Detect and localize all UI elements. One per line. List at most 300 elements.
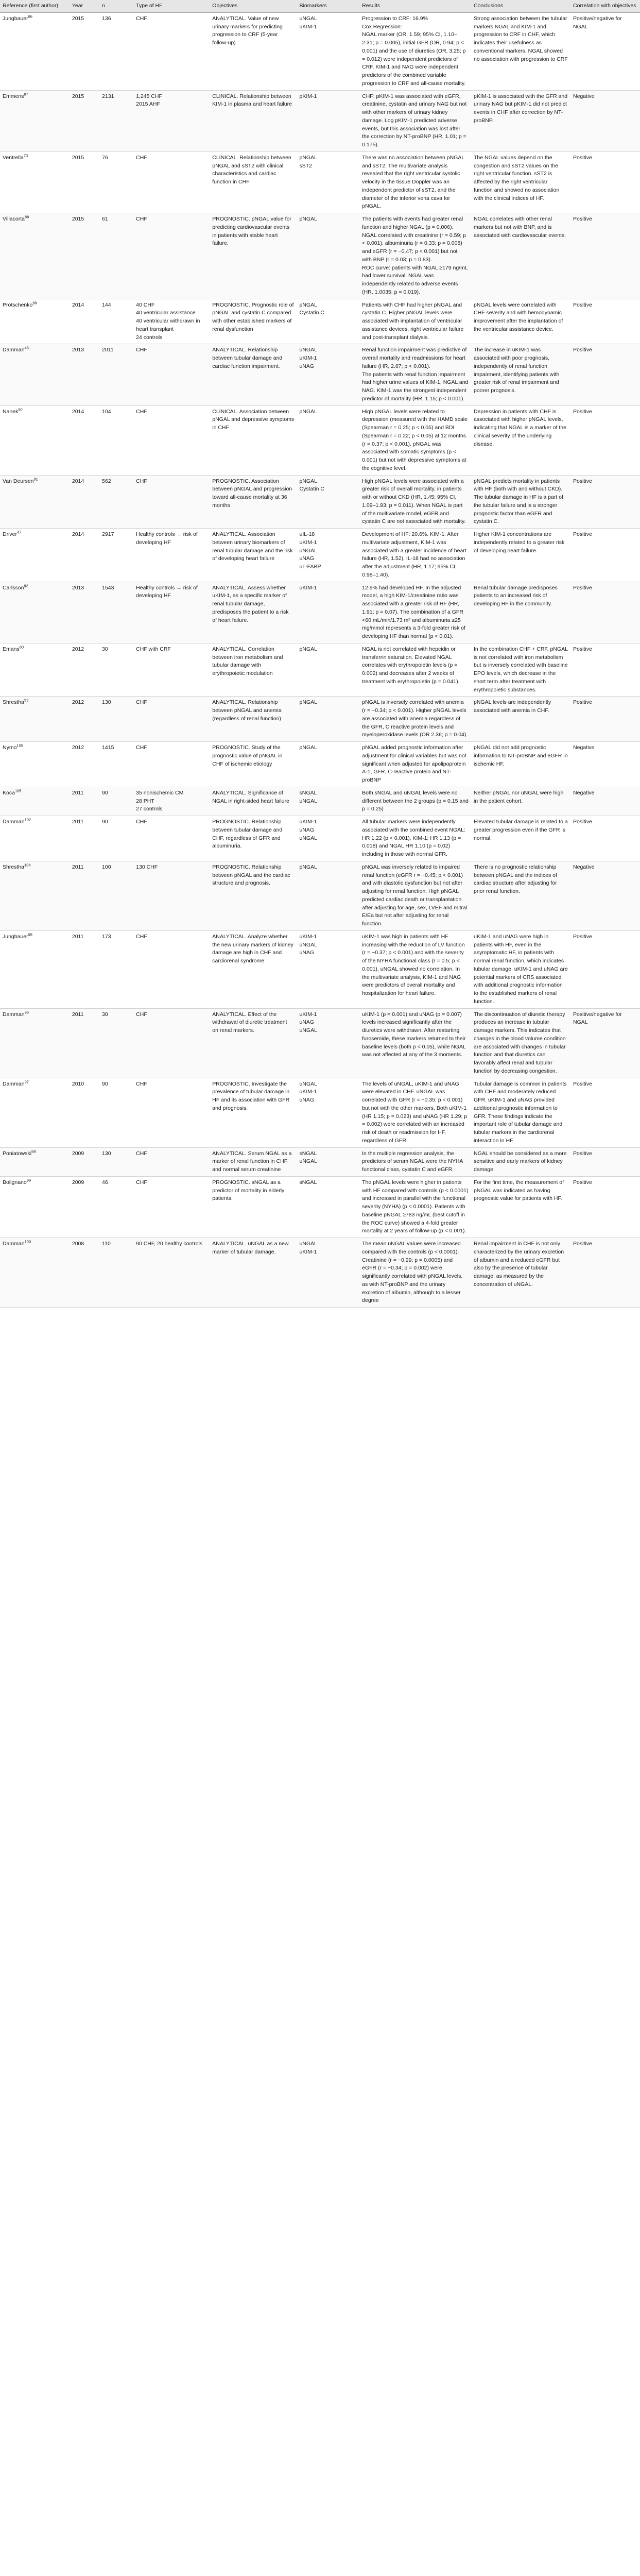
cell-text: Positive [573,1150,592,1157]
cell-year [70,213,99,299]
cell-hf-type [133,213,210,299]
cell-text: Healthy controls → risk of developing HF [136,584,198,599]
cell-text: Positive [573,1080,592,1087]
cell-reference [0,697,70,742]
cell-biomarkers [297,861,360,930]
reference-author: Bolignano [3,1179,27,1185]
table-row [0,12,640,90]
cell-text: uNGAL uKIM-1 [299,15,317,30]
cell-year [70,12,99,90]
cell-results [359,930,471,1008]
cell-reference [0,344,70,405]
cell-text: Positive [573,1179,592,1185]
cell-correlation [570,475,640,529]
cell-n [99,816,133,861]
cell-biomarkers [297,787,360,816]
reference-author: Damman [3,347,25,353]
cell-results [359,742,471,787]
cell-results [359,405,471,475]
cell-text: Both sNGAL and uNGAL levels were no different between the 2 groups (p = 0.15 and p = 0.25) [362,789,469,812]
cell-hf-type [133,1078,210,1147]
cell-text: 2011 [72,863,84,870]
cell-conclusions [471,12,570,90]
reference-author: Ventrella [3,154,24,161]
cell-biomarkers [297,213,360,299]
cell-text: PROGNOSTIC. Study of the prognostic value of pNGAL in CHF of ischemic etiology [212,744,283,767]
cell-text: Depression in patients with CHF is associated with higher pNGAL levels, indicating that NGAL is a marker of the clinical severity of the underlying disease. [474,408,566,447]
cell-n [99,643,133,697]
cell-text: Strong association between the tubular markers NGAL and KIM-1 and progression to CRF in CHF, which indicates their usefulness as conventional markers. NGAL showed no association with progression to CRF [474,15,568,62]
cell-hf-type [133,12,210,90]
header-n: n [99,0,133,12]
cell-text: CHF [136,699,147,706]
cell-n [99,529,133,582]
cell-text: uKIM-1 was high in patients with HF increasing with the reduction of LV function (r = −0.37; p < 0.001) and with the severity of the NYHA functional class (r = 0.5; p < 0.001). uNGAL showed no correlation. In the multivariate analysis, KIM-1 and NAG were predictors of overall mortality and hospitalization for heart failure. [362,933,465,996]
cell-text: uKIM-1 [299,584,317,591]
cell-text: 2014 [72,478,84,484]
cell-text: 2013 [72,347,84,353]
cell-conclusions [471,1147,570,1176]
reference-number: 100 [24,1239,31,1244]
cell-n [99,213,133,299]
cell-text: High pNGAL levels were related to depression (measured with the HAMD scale (Spearman r = 0.25; p < 0.05) and BDI (Spearman r = 0.22; p < 0.05) at 12 months (r = 0.37; p < 0.001). pNGAL was associated with somatic symptoms (p < 0.001) but not with depressive symptoms at the cognitive level. [362,408,468,471]
cell-objectives [210,582,297,643]
cell-correlation [570,787,640,816]
cell-text: 61 [102,216,108,222]
cell-biomarkers [297,151,360,213]
cell-results [359,1147,471,1176]
cell-hf-type [133,861,210,930]
cell-conclusions [471,861,570,930]
cell-year [70,344,99,405]
reference-number: 80 [19,645,24,650]
cell-text: The discontinuation of diuretic therapy produces an increase in tubular damage markers. This indicates that changes in the blood volume condition are associated with changes in tubular function and that diuretics can favorably affect renal and tubular function by decreasing congestion. [474,1011,566,1074]
cell-correlation [570,1078,640,1147]
cell-hf-type [133,1147,210,1176]
cell-text: 12.9% had developed HF. In the adjusted model, a high KIM-1/creatinine ratio was associated with a greater risk of HF (HR, 1.91; p = 0.07). The combination of a GFR <60 mL/min/1.73 m² and albuminuria ≥25 mg/mmol represents a 3-fold greater risk of developing HF than normal (p < 0.01). [362,584,465,639]
cell-correlation [570,90,640,151]
cell-n [99,1008,133,1078]
cell-conclusions [471,930,570,1008]
table-row [0,1238,640,1308]
table-row [0,344,640,405]
cell-text: In the combination CHF + CRF, pNGAL is not correlated with iron metabolism but is inversely correlated with baseline EPO levels, which decrease in the short term after treatment with erythropoietic substances. [474,646,568,693]
header-hf-type: Type of HF [133,0,210,12]
table-row [0,816,640,861]
cell-biomarkers [297,816,360,861]
cell-reference [0,529,70,582]
cell-text: The increase in uKIM-1 was associated with poor prognosis, independently of renal function impairment, identifying patients with greater risk of renal impairment and poorer prognosis. [474,347,560,394]
cell-text: CHF: pKIM-1 was associated with eGFR, creatinine, cystatin and urinary NAG but not with other markers of urinary kidney damage. Log pKIM-1 predicted adverse events, but this association was lost after the correction by NT-proBNP (HR, 1.01; p = 0.175). [362,93,467,148]
cell-hf-type [133,299,210,344]
cell-correlation [570,643,640,697]
reference-number: 97 [24,1079,29,1084]
cell-correlation [570,344,640,405]
cell-objectives [210,405,297,475]
cell-text: Negative [573,744,595,751]
cell-hf-type [133,930,210,1008]
cell-text: Positive [573,584,592,591]
cell-hf-type [133,582,210,643]
cell-n [99,475,133,529]
cell-n [99,861,133,930]
cell-text: 2011 [72,819,84,825]
cell-correlation [570,1147,640,1176]
cell-text: 90 [102,789,108,796]
cell-correlation [570,12,640,90]
cell-text: Negative [573,863,595,870]
reference-author: Villacorta [3,216,25,222]
cell-text: The NGAL values depend on the congestion and sST2 values on the right ventricular function. sST2 is affected by the right ventricular function and showed no association with the clinical indices of HF. [474,154,560,201]
cell-text: PROGNOSTIC. Prognostic role of pNGAL and cystatin C compared with other established markers of renal dysfunction [212,301,294,332]
cell-correlation [570,151,640,213]
cell-text: pKIM-1 [299,93,317,99]
cell-objectives [210,213,297,299]
cell-text: Renal impairment in CHF is not only characterized by the urinary excretion of albumin and a reduced eGFR but also by the presence of tubular damage, as measured by the concentration of uNGAL. [474,1241,564,1287]
header-reference: Reference (first author) [0,0,70,12]
cell-year [70,816,99,861]
cell-text: pNGAL [299,216,317,222]
cell-text: 2015 [72,216,84,222]
cell-text: ANALYTICAL. Assess whether uKIM-1, as a specific marker of renal tubular damage, predisposes the patient to a risk of heart failure. [212,584,289,623]
table-row [0,1008,640,1078]
cell-n [99,697,133,742]
cell-text: Positive [573,154,592,161]
cell-text: CHF [136,1150,147,1157]
table-row [0,787,640,816]
cell-text: 144 [102,301,111,308]
table-row [0,475,640,529]
cell-text: 40 CHF 40 ventricular assistance 40 ventricular withdrawn in heart transplant 24 controls [136,301,200,341]
cell-biomarkers [297,930,360,1008]
cell-n [99,1078,133,1147]
reference-author: Driver [3,531,17,537]
cell-objectives [210,529,297,582]
cell-text: 1415 [102,744,114,751]
cell-biomarkers [297,1176,360,1238]
cell-text: pNGAL [299,744,317,751]
cell-hf-type [133,1008,210,1078]
cell-hf-type [133,90,210,151]
cell-text: 2014 [72,531,84,537]
cell-objectives [210,930,297,1008]
cell-reference [0,1147,70,1176]
table-row [0,643,640,697]
cell-year [70,475,99,529]
reference-number: 73 [23,153,28,158]
reference-number: 95 [28,932,32,937]
cell-text: sNGAL uNGAL [299,789,317,804]
cell-objectives [210,1147,297,1176]
cell-year [70,582,99,643]
cell-text: pNGAL levels were correlated with CHF severity and with hemodynamic improvement after the implantation of the ventricular assistance device. [474,301,563,332]
cell-text: Positive [573,347,592,353]
cell-results [359,1008,471,1078]
cell-text: 2012 [72,744,84,751]
cell-text: CHF [136,744,147,751]
cell-year [70,1238,99,1308]
cell-year [70,1008,99,1078]
cell-text: Elevated tubular damage is related to a greater progression even if the GFR is normal. [474,819,568,841]
cell-objectives [210,1078,297,1147]
cell-text: uKIM-1 uNGAL uNAG [299,933,317,956]
cell-text: 130 [102,1150,111,1157]
cell-conclusions [471,299,570,344]
cell-text: CHF [136,154,147,161]
cell-reference [0,90,70,151]
reference-author: Emmens [3,93,24,99]
cell-reference [0,930,70,1008]
cell-text: There was no association between pNGAL and sST2. The multivariate analysis revealed that the right ventricular systolic velocity in the tissue Doppler was an independent predictor of sST2, and the diameter of the inferior vena cava for pNGAL. [362,154,464,210]
cell-text: 173 [102,933,111,940]
cell-results [359,90,471,151]
cell-conclusions [471,151,570,213]
table-body [0,12,640,1307]
cell-text: CHF [136,15,147,22]
cell-text: 2010 [72,1080,84,1087]
cell-conclusions [471,213,570,299]
cell-text: CHF [136,478,147,484]
cell-text: CLINICAL. Association between pNGAL and depressive symptoms in CHF [212,408,295,431]
cell-year [70,643,99,697]
cell-biomarkers [297,1008,360,1078]
cell-correlation [570,1176,640,1238]
cell-text: 2009 [72,1179,84,1185]
cell-text: 2015 [72,93,84,99]
cell-hf-type [133,787,210,816]
cell-text: 2014 [72,408,84,415]
cell-text: The pNGAL levels were higher in patients with HF compared with controls (p < 0.0001) and increased in parallel with the functional severity (NYHA) (p < 0.0001). Patients with baseline pNGAL ≥783 ng/mL (best cutoff in the ROC curve) showed a 4-fold greater mortality at 2 years of follow-up (p < 0.001). [362,1179,469,1234]
cell-text: 2131 [102,93,114,99]
cell-conclusions [471,405,570,475]
reference-author: Poniatowski [3,1150,32,1157]
cell-results [359,344,471,405]
cell-year [70,1147,99,1176]
cell-text: sNGAL uNGAL [299,1150,317,1165]
cell-text: ANALYTICAL. Value of new urinary markers for predicting progression to CRF (5-year follow-up) [212,15,283,46]
cell-text: 46 [102,1179,108,1185]
header-conclusions: Conclusions [471,0,570,12]
cell-correlation [570,405,640,475]
cell-objectives [210,816,297,861]
cell-text: pNGAL [299,408,317,415]
cell-biomarkers [297,344,360,405]
cell-text: The levels of uNGAL, uKIM-1 and uNAG were elevated in CHF. uNGAL was correlated with GFR (r = −0.35; p < 0.001) but not with the other markers. Both uKIM-1 (HR 1.15; p = 0.023) and uNAG (HR 1.29; p = 0.002) were correlated with an increased risk of death or readmission for HF, regardless of GFR. [362,1080,468,1144]
cell-reference [0,1176,70,1238]
cell-text: Positive [573,408,592,415]
cell-objectives [210,90,297,151]
cell-correlation [570,697,640,742]
cell-results [359,1078,471,1147]
cell-text: 2009 [72,1150,84,1157]
cell-text: ANALYTICAL. Significance of NGAL in right-sided heart failure [212,789,289,804]
table-row [0,1176,640,1238]
cell-reference [0,787,70,816]
cell-text: 30 [102,1011,108,1018]
reference-author: Nanek [3,408,19,415]
reference-number: 91 [33,477,38,481]
cell-objectives [210,697,297,742]
cell-text: 130 [102,699,111,706]
cell-results [359,1176,471,1238]
reference-number: 96 [24,1010,29,1014]
reference-author: Damman [3,1080,25,1087]
cell-biomarkers [297,90,360,151]
cell-text: 136 [102,15,111,22]
cell-conclusions [471,344,570,405]
cell-text: ANALYTICAL. Analyze whether the new urinary markers of kidney damage are high in CHF and cardiorenal syndrome [212,933,293,964]
reference-author: Shrestha [3,699,25,706]
cell-year [70,742,99,787]
cell-biomarkers [297,1238,360,1308]
cell-year [70,151,99,213]
cell-text: CHF [136,1080,147,1087]
cell-text: pNGAL predicts mortality in patients with HF (both with and without CKD). The tubular damage in HF is a part of the tubular failure and is a stronger prognostic factor than eGFR and cystatin C. [474,478,563,525]
cell-hf-type [133,344,210,405]
cell-reference [0,816,70,861]
cell-reference [0,475,70,529]
cell-text: NGAL is not correlated with hepcidin or transferrin saturation. Elevated NGAL correlates with erythropoietin levels (p = 0.002) and decreases after 2 weeks of treatment with erythropoietin (p = 0.041). [362,646,460,685]
reference-number: 87 [24,92,28,96]
cell-correlation [570,861,640,930]
cell-text: Neither pNGAL nor uNGAL were high in the patient cohort. [474,789,564,804]
cell-text: 2917 [102,531,114,537]
table-header [0,0,640,12]
cell-text: pNGAL did not add prognostic information to NT-proBNP and eGFR in ischemic HF. [474,744,568,767]
cell-year [70,861,99,930]
cell-text: pNGAL Cystatin C [299,478,324,493]
cell-text: Progression to CRF: 16.9% Cox Regression: NGAL marker (OR, 1.59; 95% CI, 1.10–2.31; p = 0.005), initial GFR (OR, 0.94; p < 0.001) and the use of diuretics (OR, 3.25; p = 0.012) were independent predictors of CRF. KIM-1 and NAG were independent predictors of the combined variable progression to CRF and all-cause mortality. [362,15,466,87]
cell-results [359,861,471,930]
cell-objectives [210,12,297,90]
cell-results [359,213,471,299]
cell-text: uIL-18 uKIM-1 uNGAL uNAG uL-FABP [299,531,321,570]
cell-correlation [570,1238,640,1308]
reference-author: Protschenko [3,301,33,308]
table-row [0,697,640,742]
cell-objectives [210,1238,297,1308]
cell-text: 76 [102,154,108,161]
cell-conclusions [471,529,570,582]
cell-n [99,299,133,344]
cell-text: 90 CHF, 20 healthy controls [136,1241,203,1247]
table-row [0,299,640,344]
cell-text: pNGAL is inversely correlated with anemia (r = −0.34; p < 0.001). Higher pNGAL levels are associated with anemia regardless of the GFR, C reactive protein levels and myeloperoxidase levels (OR 2.36; p = 0.04). [362,699,468,738]
cell-results [359,787,471,816]
cell-correlation [570,529,640,582]
reference-author: Jungbauer [3,933,28,940]
reference-author: Carlsson [3,584,24,591]
cell-text: PROGNOSTIC. pNGAL value for predicting cardiovascular events in patients with stable heart failure. [212,216,291,247]
cell-conclusions [471,643,570,697]
cell-text: In the multiple regression analysis, the predictors of serum NGAL were the NYHA functional class, cystatin C and eGFR. [362,1150,463,1173]
table-row [0,861,640,930]
cell-n [99,344,133,405]
cell-text: 2013 [72,584,84,591]
header-results: Results [359,0,471,12]
cell-hf-type [133,529,210,582]
cell-biomarkers [297,697,360,742]
cell-text: pNGAL [299,699,317,706]
cell-conclusions [471,742,570,787]
cell-reference [0,299,70,344]
cell-text: 90 [102,1080,108,1087]
cell-text: Positive [573,531,592,537]
cell-text: Positive [573,699,592,706]
cell-text: Positive [573,216,592,222]
cell-conclusions [471,1238,570,1308]
reference-number: 104 [24,862,31,868]
cell-text: 2011 [102,347,114,353]
cell-conclusions [471,1176,570,1238]
cell-conclusions [471,1078,570,1147]
cell-text: ANALYTICAL. Correlation between iron metabolism and tubular damage with erythropoietic modulation [212,646,283,676]
cell-hf-type [133,643,210,697]
cell-year [70,90,99,151]
cell-conclusions [471,816,570,861]
cell-text: CLINICAL. Relationship between KIM-1 in plasma and heart failure [212,93,292,108]
cell-results [359,643,471,697]
cell-text: 2015 [72,15,84,22]
reference-number: 47 [17,530,22,535]
reference-number: 86 [28,14,32,19]
cell-text: pNGAL [299,863,317,870]
cell-results [359,816,471,861]
cell-text: 35 nonischemic CM 28 PHT 27 controls [136,789,184,812]
cell-text: CHF [136,1011,147,1018]
cell-text: High pNGAL levels were associated with a greater risk of overall mortality, in patients with or without CKD (HR, 1.45; 95% CI, 1.09–1.93; p = 0.011). When NGAL is part of the multivariate model, eGFR and cystatin C are not associated with mortality. [362,478,466,525]
cell-text: PROGNOSTIC. Relationship between pNGAL and the cardiac structure and prognosis. [212,863,290,887]
cell-text: 2012 [72,646,84,652]
cell-text: 104 [102,408,111,415]
cell-text: CHF [136,347,147,353]
cell-biomarkers [297,742,360,787]
cell-reference [0,1238,70,1308]
cell-reference [0,643,70,697]
cell-text: pNGAL [299,646,317,652]
cell-correlation [570,582,640,643]
cell-n [99,1176,133,1238]
cell-text: PROGNOSTIC. Association between pNGAL and progression toward all-cause mortality at 36 months [212,478,292,509]
reference-author: Emans [3,646,20,652]
cell-year [70,299,99,344]
cell-text: Patients with CHF had higher pNGAL and cystatin C. Higher pNGAL levels were associated with implantation of ventricular assistance devices, right ventricular failure and post-transplant dialysis. [362,301,464,341]
cell-text: 2011 [72,933,84,940]
cell-text: All tubular markers were independently associated with the combined event NGAL: HR 1.22 (p < 0.001), KIM-1: HR 1.13 (p = 0.018) and NGAL HR 1.10 (p = 0.02) including in those with normal GFR. [362,819,465,857]
header-correlation: Correlation with objectives [570,0,640,12]
cell-results [359,582,471,643]
cell-biomarkers [297,582,360,643]
cell-hf-type [133,1176,210,1238]
cell-biomarkers [297,475,360,529]
table-row [0,151,640,213]
cell-objectives [210,787,297,816]
cell-text: 2015 [72,154,84,161]
cell-text: 1,245 CHF 2015 AHF [136,93,162,108]
cell-text: uNGAL uKIM-1 uNAG [299,347,317,369]
cell-text: pKIM-1 is associated with the GFR and urinary NAG but pKIM-1 did not predict events in CHF after correction by NT-proBNP. [474,93,568,124]
cell-text: Positive/negative for NGAL [573,1011,622,1026]
cell-text: Development of HF: 20.6%. KIM-1: After multivariate adjustment, KIM-1 was associated with a greater incidence of heart failure (HR, 1.52). IL-18 had no association after the adjustment (HR, 1.17; 95% CI, 0.98–1.40). [362,531,466,578]
cell-text: 562 [102,478,111,484]
cell-reference [0,405,70,475]
table-row [0,90,640,151]
cell-text: PROGNOSTIC. Investigate the prevalence of tubular damage in HF and its association with GFR and prognosis. [212,1080,290,1111]
cell-correlation [570,742,640,787]
cell-text: NGAL should be considered as a more sensitive and early markers of kidney damage. [474,1150,567,1173]
header-biomarkers: Biomarkers [297,0,360,12]
cell-text: 1543 [102,584,114,591]
